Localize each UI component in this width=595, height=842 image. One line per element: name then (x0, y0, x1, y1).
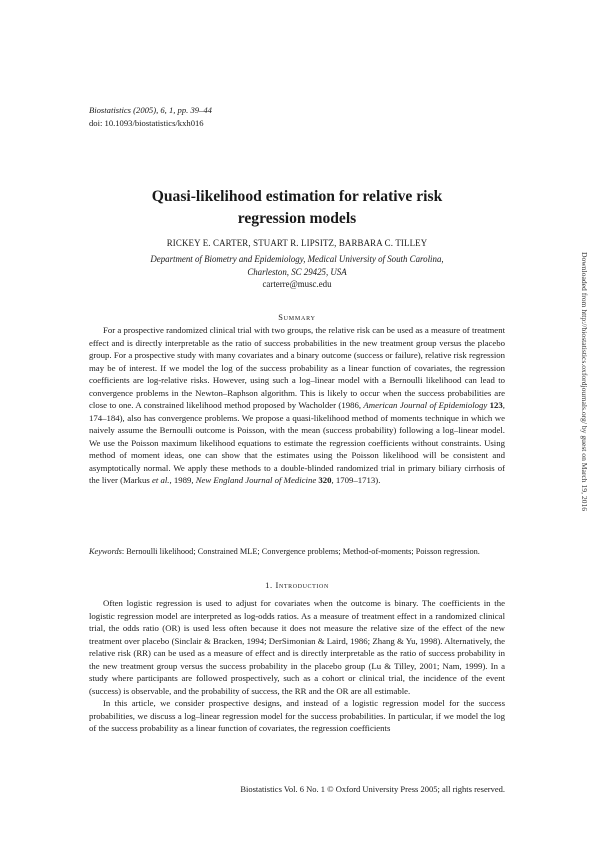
journal-metadata (89, 104, 212, 129)
paper-title (89, 186, 505, 230)
keywords-label: Keywords (89, 547, 122, 556)
keywords-text: : Bernoulli likelihood; Constrained MLE; Convergence problems; Method-of-moments; Poisson regression. (121, 547, 480, 556)
abstract-text-3: , 1989, (169, 475, 196, 485)
authors: RICKEY E. CARTER, STUART R. LIPSITZ, BARBARA C. TILLEY (166, 238, 428, 248)
intro-paragraph-2: In this article, we consider prospective designs, and instead of a logistic regression model for the success probabilities, we discuss a log–linear regression model for the success probabilities. In particular, if we model the log of the success probability as a linear function of covariates, the regression coefficients (89, 698, 505, 733)
abstract-text-1: For a prospective randomized clinical trial with two groups, the relative risk can be used as a measure of treatment effect and is directly interpretable as the ratio of success probabilities in the new treatment group versus the placebo group. For a prospective study with many covariates and a binary outcome (success or failure), relative risk regression may be of interest. If we model the log of the success probability as a linear function of covariates, the regression coefficients are log-relative risks. However, using such a log–linear model with a Bernoulli likelihood can lead to convergence problems in the Newton–Raphson algorithm. This is likely to occur when the success probabilities are close to one. A constrained likelihood method proposed by Wacholder (1986, (89, 325, 505, 410)
section-heading (89, 580, 505, 590)
abstract-journal-2: New England Journal of Medicine (195, 475, 317, 485)
abstract (89, 324, 505, 487)
affiliation-line-1: Department of Biometry and Epidemiology, Medical University of South Carolina, (150, 254, 444, 264)
keywords (89, 546, 505, 558)
footer-copyright: Biostatistics Vol. 6 No. 1 © Oxford University Press 2005; all rights reserved. (240, 784, 505, 794)
affiliation (89, 253, 505, 291)
download-note-text[interactable]: Downloaded from http://biostatistics.oxfordjournals.org/ by guest on March 19, 2016 (580, 252, 589, 512)
summary-heading: Summary (278, 313, 316, 322)
intro-paragraph-1: Often logistic regression is used to adjust for covariates when the outcome is binary. The coefficients in the logistic regression model are interpreted as log-odds ratios. As a measure of treatment effect in a randomized clinical trial, the odds ratio (OR) is used less often because it does not measure the relative size of the effect of the new treatment over placebo (Sinclair & Bracken, 1994; DerSimonian & Laird, 1986; Zhang & Yu, 1998). Alternatively, the relative risk (RR) can be used as a measure of effect and is directly interpretable as the ratio of success probability in the new treatment group versus the success probability in the placebo group (Lu & Tilley, 2001; Nam, 1999). In a study where participants are followed prospectively, such as a cohort or clinical trial, the incidence of the event (success) is observable, and the probability of success, the RR and the OR are all estimable. (89, 598, 505, 696)
abstract-volume-2: 320 (318, 475, 332, 485)
title-line-1: Quasi-likelihood estimation for relative risk (151, 188, 443, 205)
abstract-etal: et al. (151, 475, 170, 485)
doi: doi: 10.1093/biostatistics/kxh016 (89, 117, 204, 128)
abstract-text-2: , 174–184), also has convergence problems. We propose a quasi-likelihood method of moments technique in which we naively assume the Bernoulli outcome is Poisson, with the mean (success probability) following a log–linear model. We use the Poisson maximum likelihood equations to estimate the regression coefficients without constraints. Using method of moment ideas, one can show that the estimates using the Poisson likelihood will be consistent and asymptotically normal. We apply these methods to a double-blinded randomized trial in primary biliary cirrhosis of the liver (Markus (89, 400, 505, 485)
abstract-text-4: , 1709–1713). (331, 475, 381, 485)
author-email[interactable]: carterre@musc.edu (262, 279, 332, 289)
affiliation-line-2: Charleston, SC 29425, USA (247, 266, 347, 277)
introduction-body (89, 597, 505, 735)
section-title: Introduction (275, 580, 329, 590)
abstract-volume-1: 123 (489, 400, 503, 410)
title-line-2: regression models (237, 210, 357, 227)
section-number: 1. (265, 580, 273, 590)
abstract-journal-1: American Journal of Epidemiology (363, 400, 488, 410)
download-side-note (577, 252, 589, 564)
journal-citation: Biostatistics (2005), 6, 1, pp. 39–44 (89, 105, 212, 115)
